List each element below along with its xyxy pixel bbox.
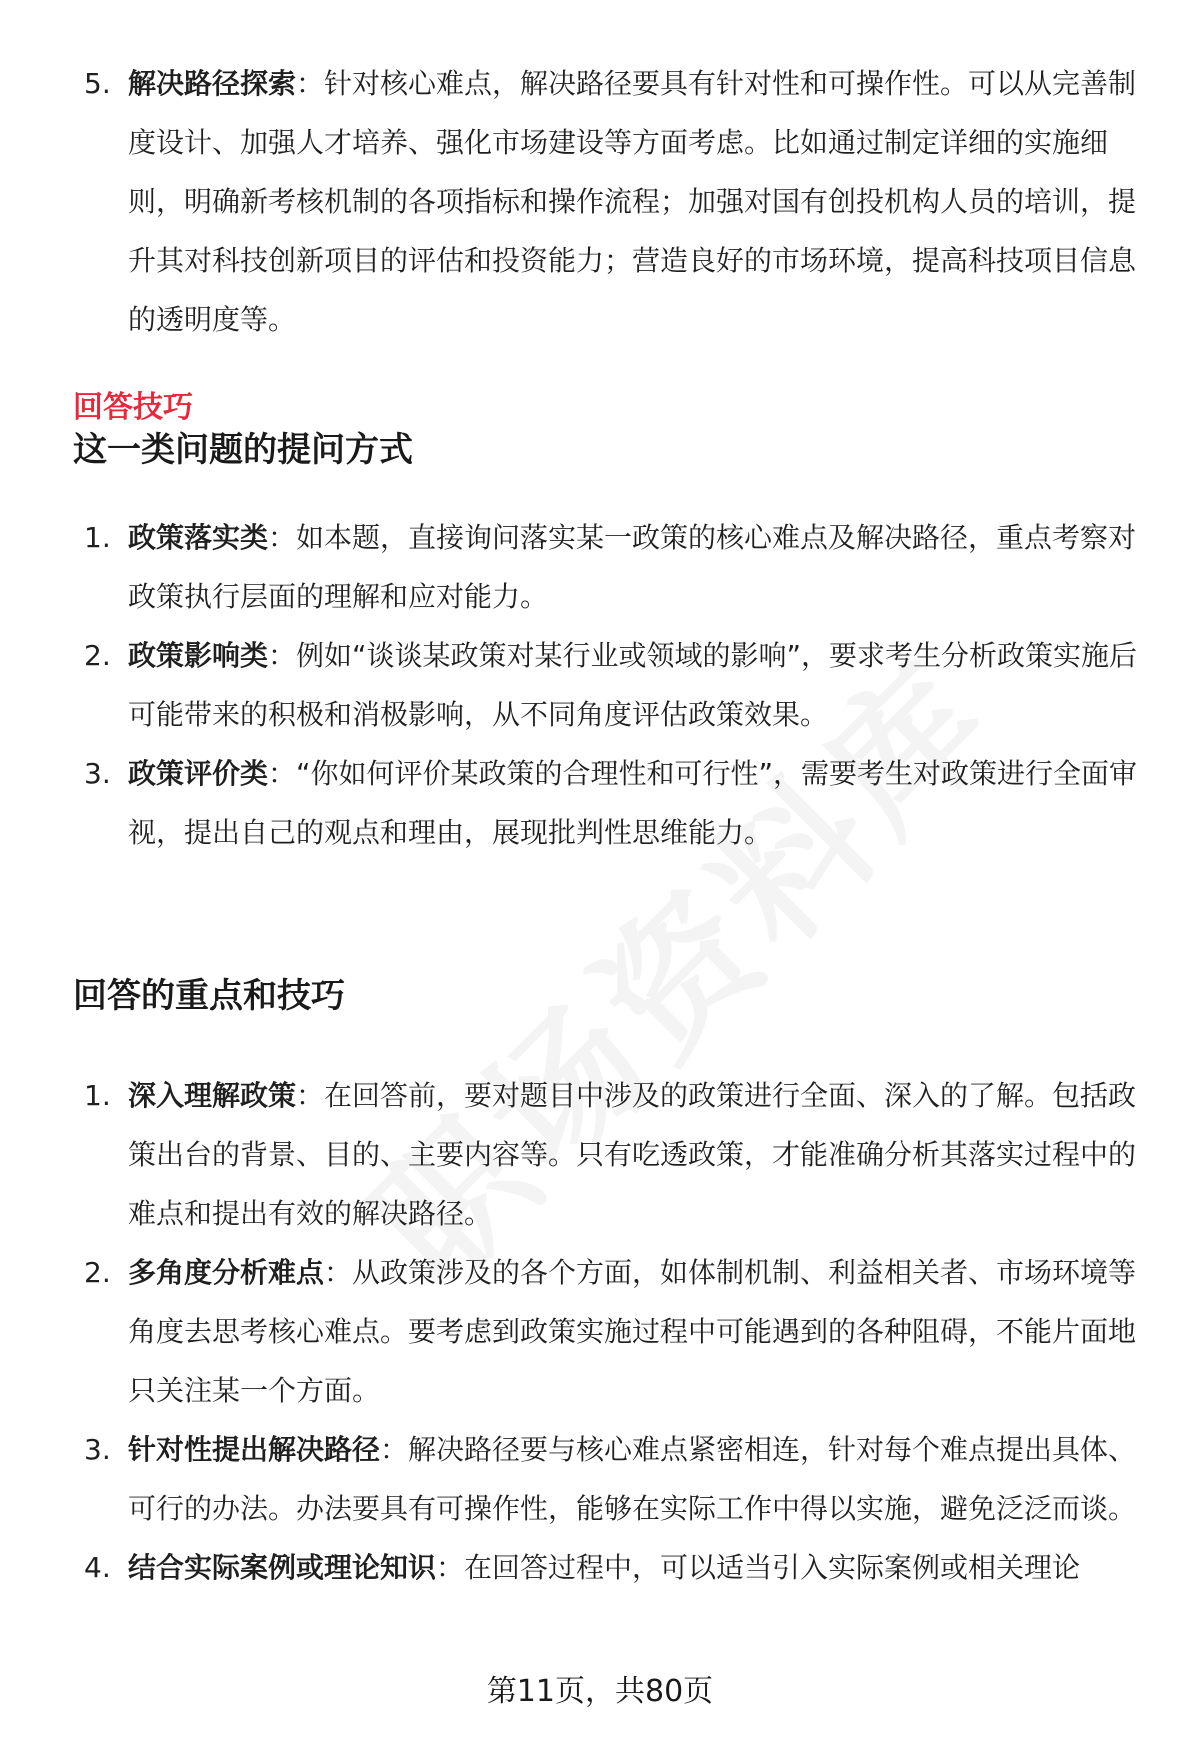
key-points-heading: 回答的重点和技巧 — [73, 976, 345, 1016]
item-label: 针对性提出解决路径 — [128, 1433, 381, 1466]
item-label: 结合实际案例或理论知识 — [128, 1551, 437, 1584]
list-item — [0, 744, 1200, 862]
item-text: ：在回答前，要对题目中涉及的政策进行全面、深入的了解。包括政策出台的背景、目的、主要内容等。只有吃透政策，才能准确分析其落实过程中的难点和提出有效的解决路径。 — [128, 1079, 1137, 1230]
list-item — [0, 508, 1200, 626]
item-label: 解决路径探索 — [128, 67, 297, 100]
item-text: ：例如“谈谈某政策对某行业或领域的影响”，要求考生分析政策实施后可能带来的积极和消极影响，从不同角度评估政策效果。 — [128, 639, 1138, 731]
item-text: ：“你如何评价某政策的合理性和可行性”，需要考生对政策进行全面审视，提出自己的观点和理由，展现批判性思维能力。 — [128, 757, 1138, 849]
item-number: 2. — [84, 639, 111, 672]
item-label: 政策评价类 — [128, 757, 269, 790]
question-types-heading: 这一类问题的提问方式 — [73, 430, 413, 470]
item-number: 1. — [84, 521, 111, 554]
item-label: 政策落实类 — [128, 521, 269, 554]
item-text: ：在回答过程中，可以适当引入实际案例或相关理论 — [436, 1551, 1081, 1584]
item-text: ：解决路径要与核心难点紧密相连，针对每个难点提出具体、可行的办法。办法要具有可操作性，能够在实际工作中得以实施，避免泛泛而谈。 — [128, 1433, 1137, 1525]
page-number: 第11页，共80页 — [486, 1674, 714, 1709]
item-number: 3. — [84, 1433, 111, 1466]
solution-path-list — [0, 54, 1200, 349]
list-item — [0, 1066, 1200, 1243]
item-label: 深入理解政策 — [128, 1079, 297, 1112]
item-number: 1. — [84, 1079, 111, 1112]
item-text: ：从政策涉及的各个方面，如体制机制、利益相关者、市场环境等角度去思考核心难点。要考虑到政策实施过程中可能遇到的各种阻碍，不能片面地只关注某一个方面。 — [128, 1256, 1137, 1407]
list-item — [0, 1538, 1200, 1597]
tips-heading: 回答技巧 — [73, 390, 193, 425]
item-number: 5. — [84, 67, 111, 100]
item-number: 4. — [84, 1551, 111, 1584]
list-item — [0, 1243, 1200, 1420]
item-number: 2. — [84, 1256, 111, 1289]
item-text: ：如本题，直接询问落实某一政策的核心难点及解决路径，重点考察对政策执行层面的理解和应对能力。 — [128, 521, 1137, 613]
item-number: 3. — [84, 757, 111, 790]
key-points-list — [0, 1066, 1200, 1597]
list-item — [0, 1420, 1200, 1538]
question-types-list — [0, 508, 1200, 862]
list-item — [0, 626, 1200, 744]
list-item — [0, 54, 1200, 349]
item-text: ：针对核心难点，解决路径要具有针对性和可操作性。可以从完善制度设计、加强人才培养、强化市场建设等方面考虑。比如通过制定详细的实施细则，明确新考核机制的各项指标和操作流程；加强对国有创投机构人员的培训，提升其对科技创新项目的评估和投资能力；营造良好的市场环境，提高科技项目信息的透明度等。 — [128, 67, 1137, 336]
item-label: 政策影响类 — [128, 639, 269, 672]
item-label: 多角度分析难点 — [128, 1256, 325, 1289]
